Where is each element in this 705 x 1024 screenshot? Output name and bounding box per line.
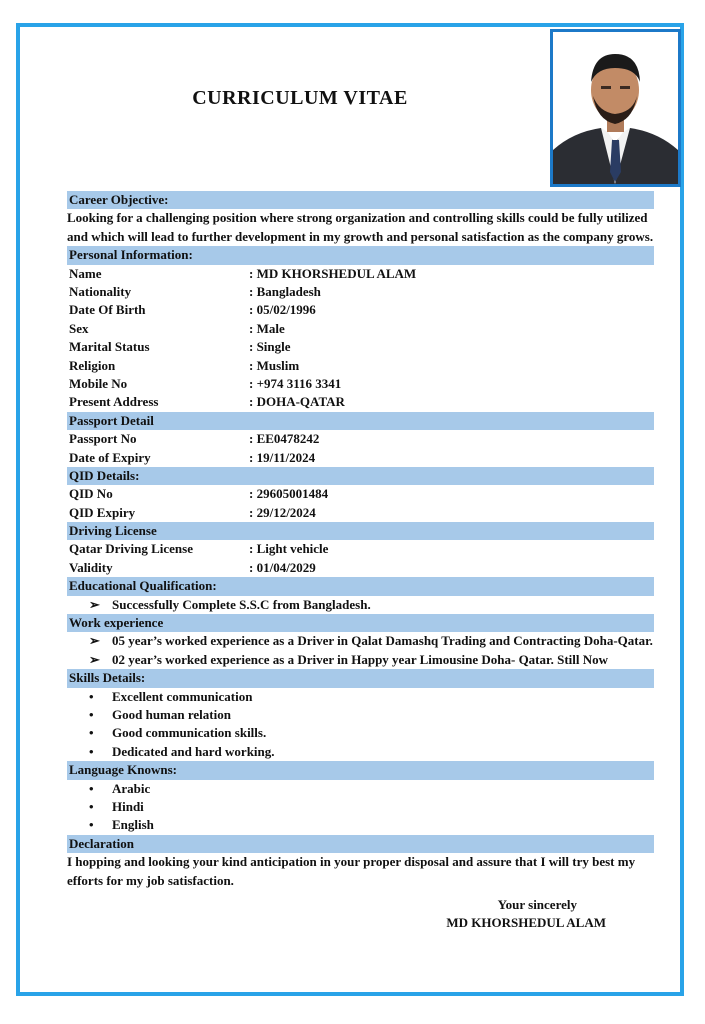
list-item [67,706,654,724]
info-row [67,430,654,448]
info-label: QID No [69,486,113,502]
info-label: Nationality [69,283,132,299]
info-label: Mobile No [69,375,128,391]
info-value: : +974 3116 3341 [249,375,342,391]
info-label: QID Expiry [69,504,136,520]
passport-list [67,430,654,467]
languages-list [67,780,654,835]
education-heading: Educational Qualification: [67,577,654,595]
arrow-bullet-icon: ➢ [89,651,100,667]
skills-list [67,688,654,762]
info-value: : Male [249,320,285,336]
list-item [67,596,654,614]
languages-heading: Language Knowns: [67,761,654,779]
list-item-text: Hindi [112,799,144,815]
info-label: Name [69,265,102,281]
info-row [67,320,654,338]
info-row [67,540,654,558]
list-item [67,651,654,669]
education-list [67,596,654,614]
declaration-text: I hopping and looking your kind anticipation in your proper disposal and assure that I will try best my efforts for my job satisfaction. [67,854,636,888]
info-value: : DOHA-QATAR [249,394,345,410]
list-item-text: Dedicated and hard working. [112,743,275,759]
page-title: CURRICULUM VITAE [192,87,408,109]
arrow-bullet-icon: ➢ [89,596,100,612]
arrow-bullet-icon: ➢ [89,633,100,649]
list-item [67,724,654,742]
list-item-text: Arabic [112,780,151,796]
info-row [67,265,654,283]
info-value: : EE0478242 [249,431,320,447]
info-value: : 19/11/2024 [249,449,316,465]
driving-license-list [67,540,654,577]
round-bullet-icon: • [89,799,94,815]
personal-info-list [67,265,654,412]
info-row [67,357,654,375]
declaration-heading: Declaration [67,835,654,853]
skills-heading: Skills Details: [67,669,654,687]
list-item-text: 02 year’s worked experience as a Driver in Happy year Limousine Doha- Qatar. Still Now [112,651,609,667]
list-item [67,632,654,650]
list-item-text: 05 year’s worked experience as a Driver in Qalat Damashq Trading and Contracting Doha-Qatar. [112,633,653,649]
work-experience-heading: Work experience [67,614,654,632]
signature-name: MD KHORSHEDUL ALAM [446,915,606,931]
qid-list [67,485,654,522]
list-item [67,743,654,761]
round-bullet-icon: • [89,743,94,759]
info-value: : 01/04/2029 [249,559,316,575]
qid-heading: QID Details: [67,467,654,485]
info-value: : 29/12/2024 [249,504,316,520]
info-label: Date Of Birth [69,302,146,318]
info-value: : Single [249,339,291,355]
round-bullet-icon: • [89,707,94,723]
driving-license-heading: Driving License [67,522,654,540]
round-bullet-icon: • [89,817,94,833]
info-label: Present Address [69,394,159,410]
career-objective-heading: Career Objective: [67,191,654,209]
info-label: Date of Expiry [69,449,151,465]
info-value: : 05/02/1996 [249,302,316,318]
list-item-text: Successfully Complete S.S.C from Bangladesh. [112,596,371,612]
list-item-text: Good human relation [112,707,231,723]
info-value: : 29605001484 [249,486,329,502]
list-item-text: Excellent communication [112,688,253,704]
info-label: Religion [69,357,116,373]
info-label: Qatar Driving License [69,541,193,557]
info-row [67,485,654,503]
list-item [67,780,654,798]
personal-info-heading: Personal Information: [67,246,654,264]
round-bullet-icon: • [89,725,94,741]
info-label: Sex [69,320,89,336]
list-item [67,688,654,706]
info-row [67,338,654,356]
career-objective-text: Looking for a challenging position where strong organization and controlling skills could be fully utilized and which will lead to further development in my growth and personal satisfaction as the company grows. [67,210,654,244]
round-bullet-icon: • [89,688,94,704]
round-bullet-icon: • [89,780,94,796]
closing-text: Your sincerely [497,897,577,913]
info-value: : MD KHORSHEDUL ALAM [249,265,417,281]
info-value: : Muslim [249,357,300,373]
list-item-text: English [112,817,154,833]
info-row [67,375,654,393]
info-row [67,559,654,577]
list-item-text: Good communication skills. [112,725,267,741]
work-experience-list [67,632,654,669]
info-row [67,504,654,522]
portrait-image [553,32,678,184]
info-row [67,393,654,411]
info-label: Passport No [69,431,137,447]
info-label: Marital Status [69,339,150,355]
list-item [67,816,654,834]
list-item [67,798,654,816]
passport-heading: Passport Detail [67,412,654,430]
info-row [67,449,654,467]
info-value: : Light vehicle [249,541,329,557]
info-value: : Bangladesh [249,283,321,299]
profile-photo [550,29,681,187]
info-row [67,301,654,319]
info-label: Validity [69,559,113,575]
info-row [67,283,654,301]
